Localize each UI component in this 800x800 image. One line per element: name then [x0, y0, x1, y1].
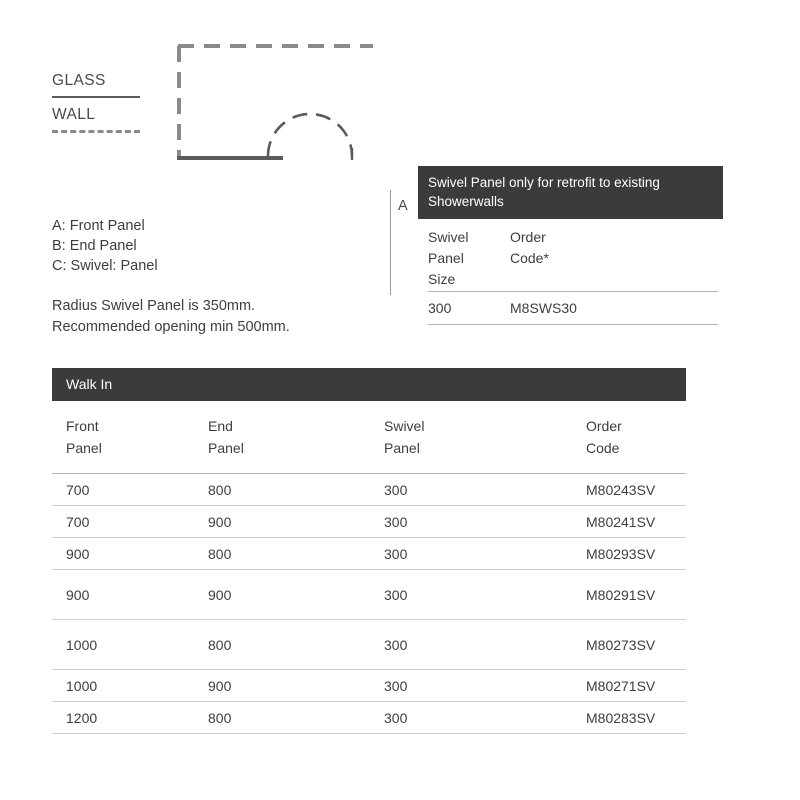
cell-end-panel: 800 [208, 546, 232, 562]
legend-label-glass: GLASS [52, 72, 106, 89]
swivel-cell-code: M8SWS30 [510, 300, 577, 316]
cell-order-code: M80271SV [586, 678, 656, 694]
cell-end-panel: 800 [208, 482, 232, 498]
swivel-table-header: Swivel Panel only for retrofit to existing Showerwalls [418, 166, 723, 219]
table-row [52, 670, 686, 701]
walkin-col-end-line1: End [208, 418, 233, 434]
walkin-col-code-line1: Order [586, 418, 622, 434]
cell-swivel-panel: 300 [384, 637, 408, 653]
table-row [418, 292, 723, 324]
walkin-col-swivel-line1: Swivel [384, 418, 425, 434]
legend-item-glass [52, 72, 182, 106]
cell-swivel-panel: 300 [384, 710, 408, 726]
walkin-col-end [208, 415, 244, 459]
walkin-col-front-line2: Panel [66, 440, 102, 456]
cell-swivel-panel: 300 [384, 546, 408, 562]
vertical-divider [390, 190, 391, 295]
walkin-col-code [586, 415, 622, 459]
notes-block [52, 296, 290, 338]
cell-order-code: M80241SV [586, 514, 656, 530]
legend-label-wall: WALL [52, 106, 96, 123]
swivel-cell-size: 300 [428, 300, 452, 316]
cell-order-code: M80293SV [586, 546, 656, 562]
cell-front-panel: 1200 [66, 710, 98, 726]
swivel-col-code-line1: Order [510, 229, 546, 245]
swivel-col-size-line3: Size [428, 271, 456, 287]
cell-front-panel: 1000 [66, 678, 98, 694]
key-item-b: B: End Panel [52, 238, 137, 254]
cell-end-panel: 900 [208, 678, 232, 694]
cell-swivel-panel: 300 [384, 482, 408, 498]
cell-order-code: M80273SV [586, 637, 656, 653]
cell-end-panel: 800 [208, 710, 232, 726]
walkin-col-swivel [384, 415, 424, 459]
walkin-col-swivel-line2: Panel [384, 440, 420, 456]
cell-swivel-panel: 300 [384, 514, 408, 530]
table-row [52, 570, 686, 619]
swivel-col-code-line2: Code* [510, 250, 549, 266]
swivel-col-size-line2: Panel [428, 250, 464, 266]
cell-front-panel: 1000 [66, 637, 98, 653]
swivel-col-size [428, 227, 468, 290]
wall-line-icon [52, 130, 140, 133]
cell-order-code: M80283SV [586, 710, 656, 726]
legend-item-wall [52, 106, 182, 140]
note-opening: Recommended opening min 500mm. [52, 319, 290, 335]
walkin-col-code-line2: Code [586, 440, 620, 456]
walkin-table [52, 368, 686, 734]
cell-end-panel: 800 [208, 637, 232, 653]
swivel-table-rule-bottom [428, 324, 718, 325]
table-row [52, 620, 686, 669]
diagram-caption-a: A [398, 198, 408, 214]
table-row [52, 506, 686, 537]
glass-line-icon [52, 96, 140, 98]
shower-layout-diagram [168, 30, 408, 214]
cell-front-panel: 700 [66, 482, 90, 498]
diagram-svg [168, 30, 393, 180]
key-item-c: C: Swivel: Panel [52, 258, 158, 274]
swivel-panel-table [418, 166, 723, 325]
cell-order-code: M80243SV [586, 482, 656, 498]
swivel-col-size-line1: Swivel [428, 229, 469, 245]
table-row [52, 538, 686, 569]
key-item-a: A: Front Panel [52, 218, 145, 234]
swivel-col-code [510, 227, 549, 269]
cell-order-code: M80291SV [586, 587, 656, 603]
table-row [52, 702, 686, 733]
walkin-column-headers [52, 401, 686, 473]
note-radius: Radius Swivel Panel is 350mm. [52, 298, 256, 314]
legend [52, 72, 182, 140]
walkin-col-end-line2: Panel [208, 440, 244, 456]
walkin-col-front [66, 415, 102, 459]
panel-key-list [52, 216, 158, 276]
cell-swivel-panel: 300 [384, 678, 408, 694]
swivel-table-column-headers [418, 219, 723, 291]
cell-swivel-panel: 300 [384, 587, 408, 603]
table-row [52, 474, 686, 505]
cell-end-panel: 900 [208, 514, 232, 530]
cell-end-panel: 900 [208, 587, 232, 603]
walkin-col-front-line1: Front [66, 418, 99, 434]
cell-front-panel: 900 [66, 546, 90, 562]
cell-front-panel: 700 [66, 514, 90, 530]
walkin-table-header: Walk In [52, 368, 686, 401]
walkin-rule-bottom [52, 733, 686, 734]
cell-front-panel: 900 [66, 587, 90, 603]
